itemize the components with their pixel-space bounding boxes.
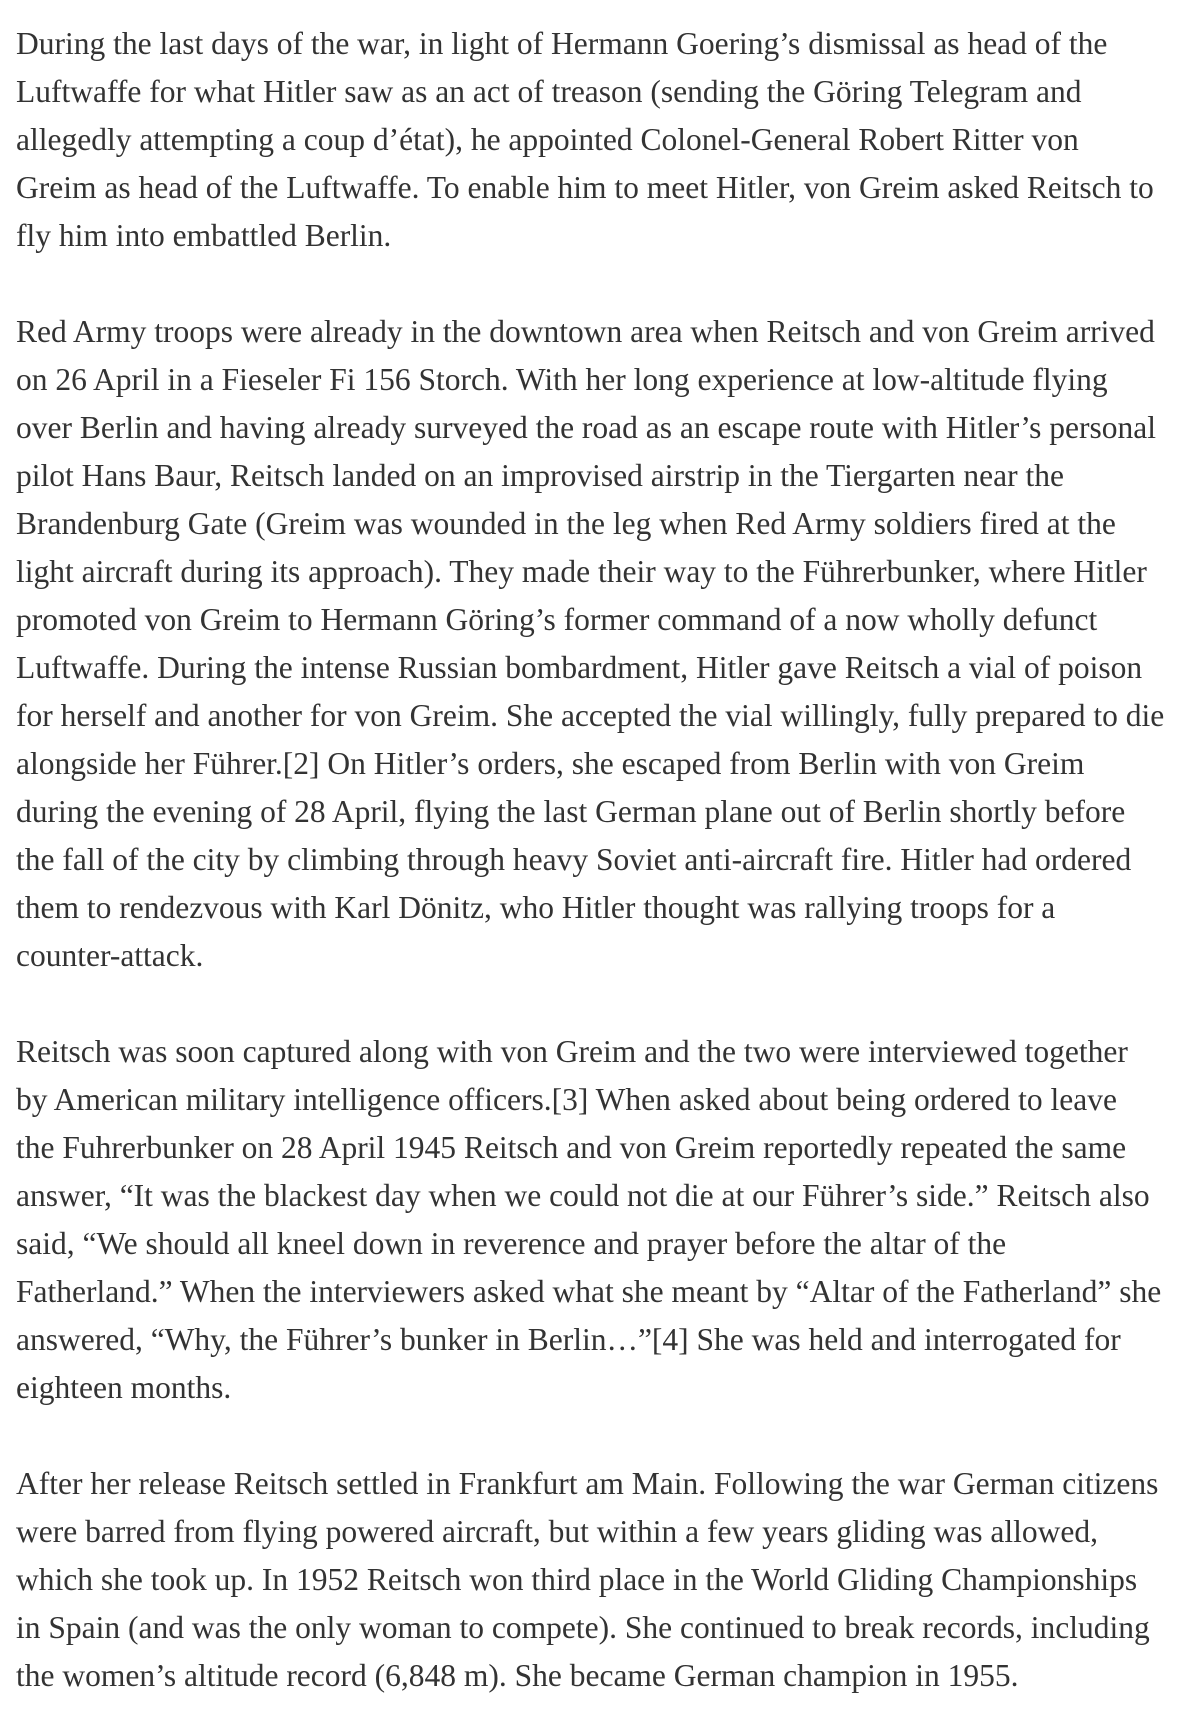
text-line: During the last days of the war, in light of Hermann Goering’s dismissal as head of the [16, 26, 1108, 61]
text-line: counter-attack. [16, 938, 204, 973]
text-line: After her release Reitsch settled in Frankfurt am Main. Following the war German citizens [16, 1466, 1159, 1501]
text-line: by American military intelligence officers.[3] When asked about being ordered to leave [16, 1082, 1117, 1117]
text-line: Fatherland.” When the interviewers asked what she meant by “Altar of the Fatherland” she [16, 1274, 1162, 1309]
text-line: Greim as head of the Luftwaffe. To enable him to meet Hitler, von Greim asked Reitsch to [16, 170, 1154, 205]
text-line: fly him into embattled Berlin. [16, 218, 392, 253]
text-line: answered, “Why, the Führer’s bunker in Berlin…”[4] She was held and interrogated for [16, 1322, 1121, 1357]
article-body [16, 20, 1196, 1700]
text-line: Brandenburg Gate (Greim was wounded in the leg when Red Army soldiers fired at the [16, 506, 1116, 541]
text-line: light aircraft during its approach). They made their way to the Führerbunker, where Hitler [16, 554, 1147, 589]
paragraph-greim-appointment [16, 20, 1196, 260]
paragraph-postwar-gliding [16, 1460, 1196, 1700]
text-line: allegedly attempting a coup d’état), he appointed Colonel-General Robert Ritter von [16, 122, 1079, 157]
text-line: Luftwaffe. During the intense Russian bombardment, Hitler gave Reitsch a vial of poison [16, 650, 1143, 685]
text-line: during the evening of 28 April, flying the last German plane out of Berlin shortly before [16, 794, 1126, 829]
text-line: pilot Hans Baur, Reitsch landed on an improvised airstrip in the Tiergarten near the [16, 458, 1064, 493]
text-line: eighteen months. [16, 1370, 232, 1405]
text-line: said, “We should all kneel down in reverence and prayer before the altar of the [16, 1226, 1007, 1261]
text-line: answer, “It was the blackest day when we could not die at our Führer’s side.” Reitsch also [16, 1178, 1150, 1213]
text-line: for herself and another for von Greim. She accepted the vial willingly, fully prepared to die [16, 698, 1165, 733]
text-line: Reitsch was soon captured along with von Greim and the two were interviewed together [16, 1034, 1128, 1069]
paragraph-capture-interview [16, 1028, 1196, 1412]
text-line: on 26 April in a Fieseler Fi 156 Storch. With her long experience at low-altitude flying [16, 362, 1108, 397]
text-line: Red Army troops were already in the downtown area when Reitsch and von Greim arrived [16, 314, 1155, 349]
text-line: promoted von Greim to Hermann Göring’s former command of a now wholly defunct [16, 602, 1098, 637]
text-line: Luftwaffe for what Hitler saw as an act of treason (sending the Göring Telegram and [16, 74, 1082, 109]
text-line: the fall of the city by climbing through heavy Soviet anti-aircraft fire. Hitler had ordered [16, 842, 1132, 877]
text-line: which she took up. In 1952 Reitsch won third place in the World Gliding Championships [16, 1562, 1138, 1597]
text-line: the Fuhrerbunker on 28 April 1945 Reitsch and von Greim reportedly repeated the same [16, 1130, 1127, 1165]
text-line: in Spain (and was the only woman to compete). She continued to break records, including [16, 1610, 1150, 1645]
text-line: them to rendezvous with Karl Dönitz, who Hitler thought was rallying troops for a [16, 890, 1056, 925]
text-line: the women’s altitude record (6,848 m). She became German champion in 1955. [16, 1658, 1019, 1693]
text-line: over Berlin and having already surveyed the road as an escape route with Hitler’s personal [16, 410, 1157, 445]
paragraph-berlin-flight [16, 308, 1196, 980]
text-line: were barred from flying powered aircraft, but within a few years gliding was allowed, [16, 1514, 1098, 1549]
text-line: alongside her Führer.[2] On Hitler’s orders, she escaped from Berlin with von Greim [16, 746, 1085, 781]
